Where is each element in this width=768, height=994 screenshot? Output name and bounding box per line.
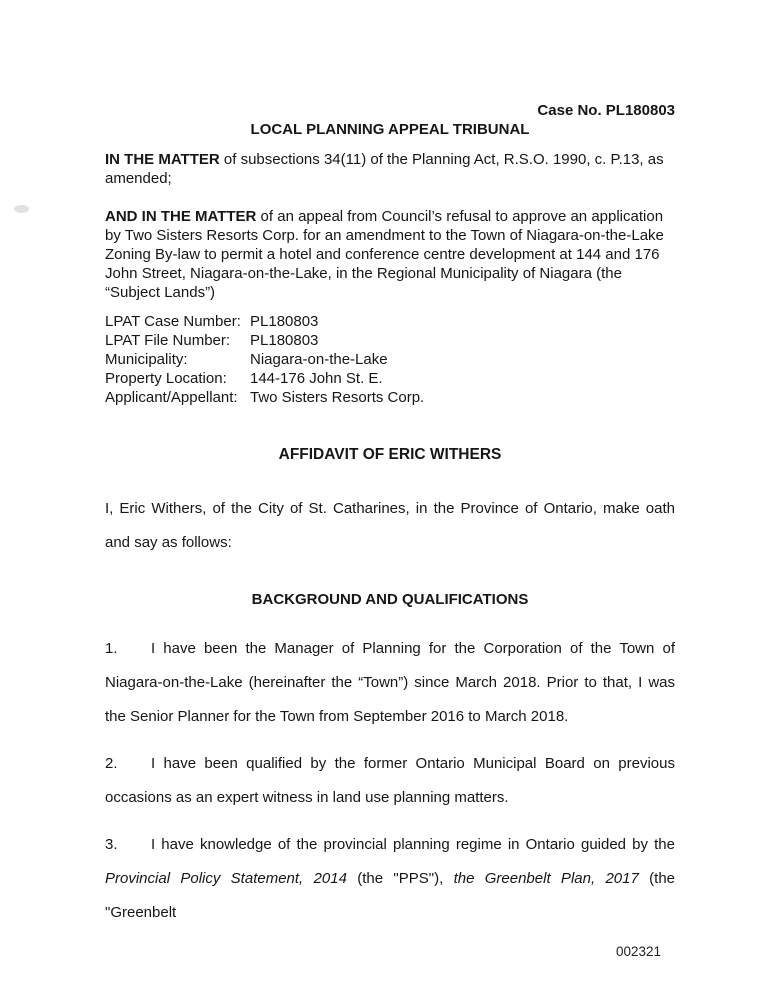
paragraph-1 (105, 632, 675, 734)
oath-paragraph: I, Eric Withers, of the City of St. Catharines, in the Province of Ontario, make oath and say as follows: (105, 500, 675, 551)
case-detail-value: PL180803 (250, 332, 319, 349)
table-row (105, 388, 424, 407)
matter-clause-1-text: of subsections 34(11) of the Planning Act, R.S.O. 1990, c. P.13, as amended; (105, 151, 664, 187)
case-number: Case No. PL180803 (537, 102, 675, 119)
table-row (105, 331, 424, 350)
case-detail-label: Applicant/Appellant: (105, 389, 238, 406)
paragraph-1-text: I have been the Manager of Planning for the Corporation of the Town of Niagara-on-the-Lake (hereinafter the “Town”) since March 2018. Prior to that, I was the Senior Planner for the Town from September 2016 to March 2018. (105, 640, 675, 725)
paragraph-2-number: 2. (105, 755, 118, 772)
table-row (105, 312, 424, 331)
matter-clause-2-text: of an appeal from Council’s refusal to approve an application by Two Sisters Resorts Corp. for an amendment to the Town of Niagara-on-the-Lake Zoning By-law to permit a hotel and conference centre development at 144 and 176 John Street, Niagara-on-the-Lake, in the Regional Municipality of Niagara (the “Subject Lands”) (105, 208, 664, 301)
case-detail-value: Niagara-on-the-Lake (250, 351, 388, 368)
bates-page-number: 002321 (615, 944, 661, 959)
table-row (105, 350, 424, 369)
case-detail-label: LPAT File Number: (105, 332, 231, 349)
matter-clause-2-lead: AND IN THE MATTER (105, 208, 257, 225)
paragraph-1-number: 1. (105, 640, 118, 657)
paragraph-2 (105, 747, 675, 815)
paragraph-3 (105, 828, 675, 930)
matter-clause-1 (105, 150, 675, 188)
paragraph-2-text: I have been qualified by the former Ontario Municipal Board on previous occasions as an expert witness in land use planning matters. (105, 755, 675, 806)
case-details-table (105, 312, 424, 407)
matter-clause-2 (105, 207, 675, 302)
paragraph-3-number: 3. (105, 836, 118, 853)
case-detail-label: Municipality: (105, 351, 188, 368)
document-content (105, 0, 675, 930)
paragraph-3-text: I have knowledge of the provincial planning regime in Ontario guided by the Provincial Policy Statement, 2014 (the "PPS"), the Greenbelt Plan, 2017 (the "Greenbelt (105, 836, 675, 921)
matter-clause-1-lead: IN THE MATTER (105, 151, 220, 168)
tribunal-title: LOCAL PLANNING APPEAL TRIBUNAL (250, 121, 530, 138)
section-heading: BACKGROUND AND QUALIFICATIONS (251, 591, 529, 608)
case-detail-value: PL180803 (250, 313, 319, 330)
scan-artifact (14, 205, 29, 213)
affidavit-title: AFFIDAVIT OF ERIC WITHERS (278, 446, 502, 463)
table-row (105, 369, 424, 388)
case-detail-value: 144-176 John St. E. (250, 370, 383, 387)
case-detail-label: Property Location: (105, 370, 227, 387)
case-detail-label: LPAT Case Number: (105, 313, 241, 330)
case-detail-value: Two Sisters Resorts Corp. (250, 389, 425, 406)
